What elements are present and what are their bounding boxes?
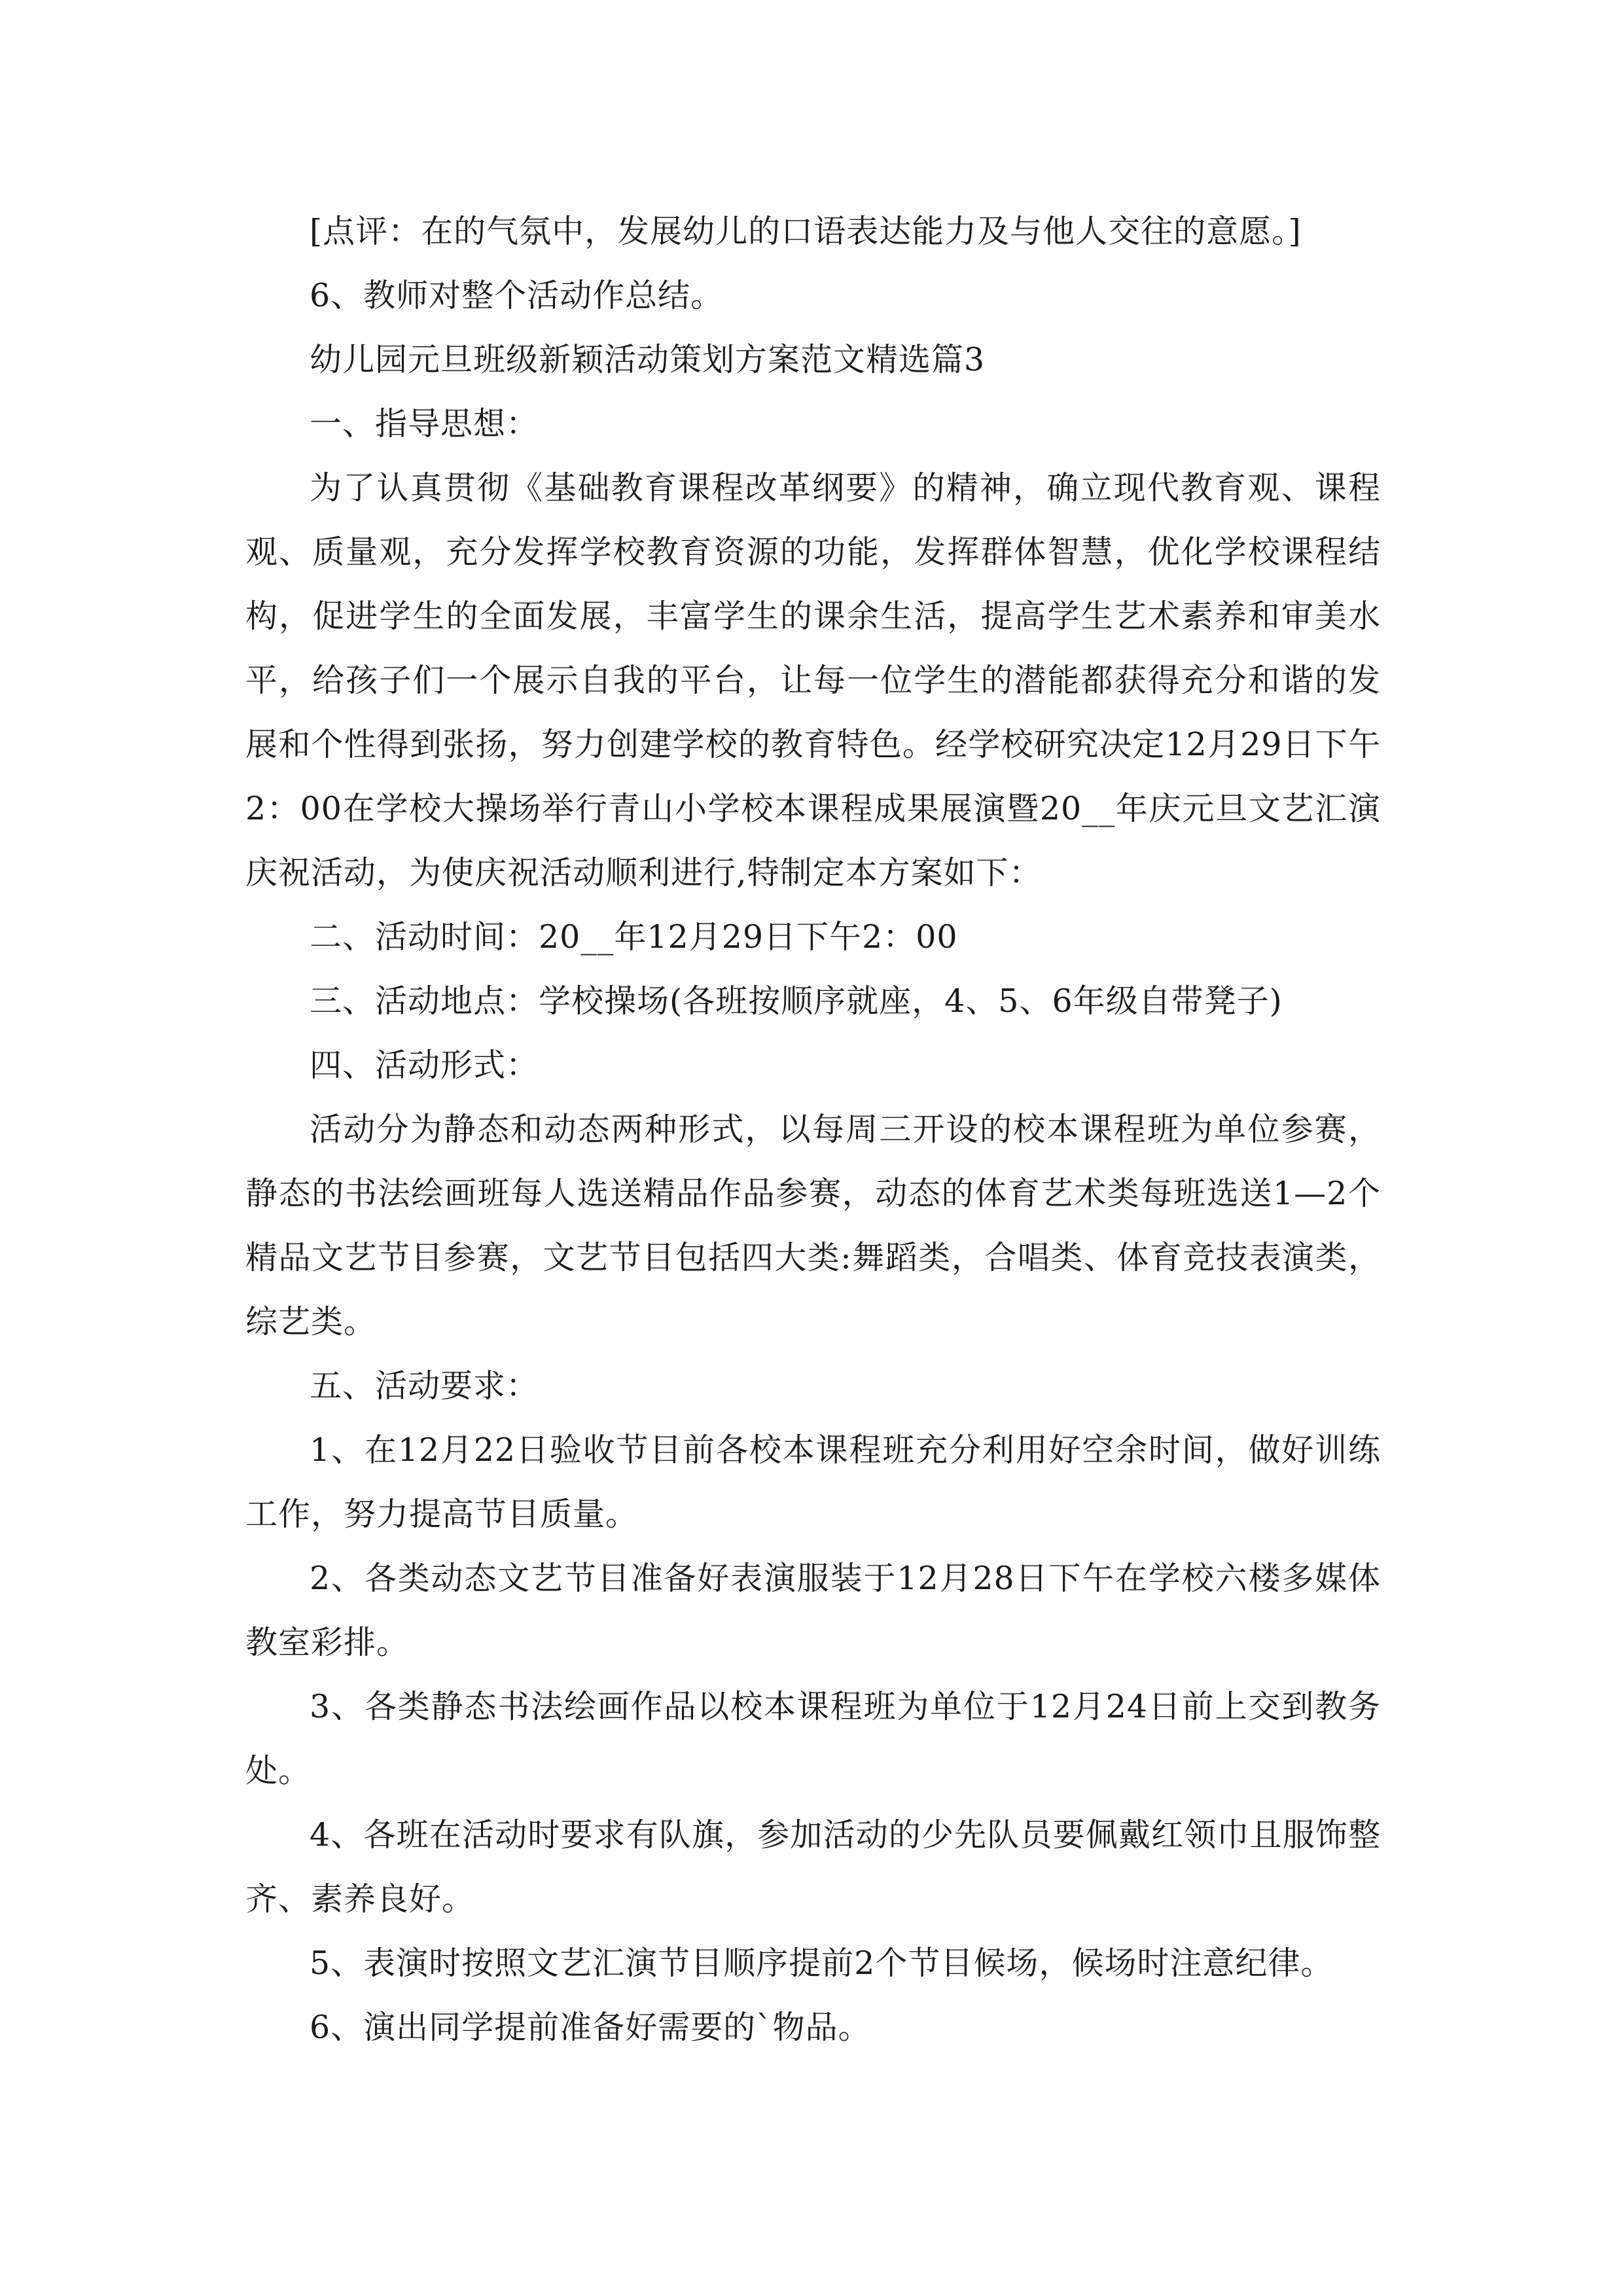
requirement-3: 3、各类静态书法绘画作品以校本课程班为单位于12月24日前上交到教务处。: [245, 1688, 1381, 1789]
requirement-1: 1、在12月22日验收节目前各校本课程班充分利用好空余时间，做好训练工作，努力提高节目质量。: [245, 1431, 1381, 1533]
requirement-6: 6、演出同学提前准备好需要的`物品。: [310, 2009, 871, 2046]
activity-form-heading: 四、活动形式：: [310, 1047, 539, 1084]
section-heading: 幼儿园元旦班级新颖活动策划方案范文精选篇3: [310, 341, 986, 378]
document-body: [245, 200, 1381, 2060]
activity-location-paragraph: 三、活动地点：学校操场(各班按顺序就座，4、5、6年级自带凳子): [310, 982, 1283, 1020]
activity-time-paragraph: 二、活动时间：20__年12月29日下午2：00: [310, 918, 958, 956]
guiding-ideology-paragraph: 为了认真贯彻《基础教育课程改革纲要》的精神，确立现代教育观、课程观、质量观，充分发挥学校教育资源的功能，发挥群体智慧，优化学校课程结构，促进学生的全面发展，丰富学生的课余生活，提高学生艺术素养和审美水平，给孩子们一个展示自我的平台，让每一位学生的潜能都获得充分和谐的发展和个性得到张扬，努力创建学校的教育特色。经学校研究决定12月29日下午2：00在学校大操场举行青山小学校本课程成果展演暨20__年庆元旦文艺汇演庆祝活动，为使庆祝活动顺利进行,特制定本方案如下：: [245, 469, 1381, 891]
step-6-paragraph: 6、教师对整个活动作总结。: [310, 277, 724, 314]
guiding-ideology-heading: 一、指导思想：: [310, 405, 539, 442]
requirement-2: 2、各类动态文艺节目准备好表演服装于12月28日下午在学校六楼多媒体教室彩排。: [245, 1560, 1381, 1661]
requirement-5: 5、表演时按照文艺汇演节目顺序提前2个节目候场，候场时注意纪律。: [310, 1945, 1334, 1982]
requirement-4: 4、各班在活动时要求有队旗，参加活动的少先队员要佩戴红领巾且服饰整齐、素养良好。: [245, 1816, 1381, 1918]
activity-requirements-heading: 五、活动要求：: [310, 1367, 539, 1405]
comment-paragraph: [点评：在的气氛中，发展幼儿的口语表达能力及与他人交往的意愿。]: [310, 213, 1302, 250]
activity-form-paragraph: 活动分为静态和动态两种形式，以每周三开设的校本课程班为单位参赛，静态的书法绘画班每人选送精品作品参赛，动态的体育艺术类每班选送1—2个精品文艺节目参赛，文艺节目包括四大类:舞蹈类，合唱类、体育竞技表演类，综艺类。: [245, 1111, 1381, 1340]
